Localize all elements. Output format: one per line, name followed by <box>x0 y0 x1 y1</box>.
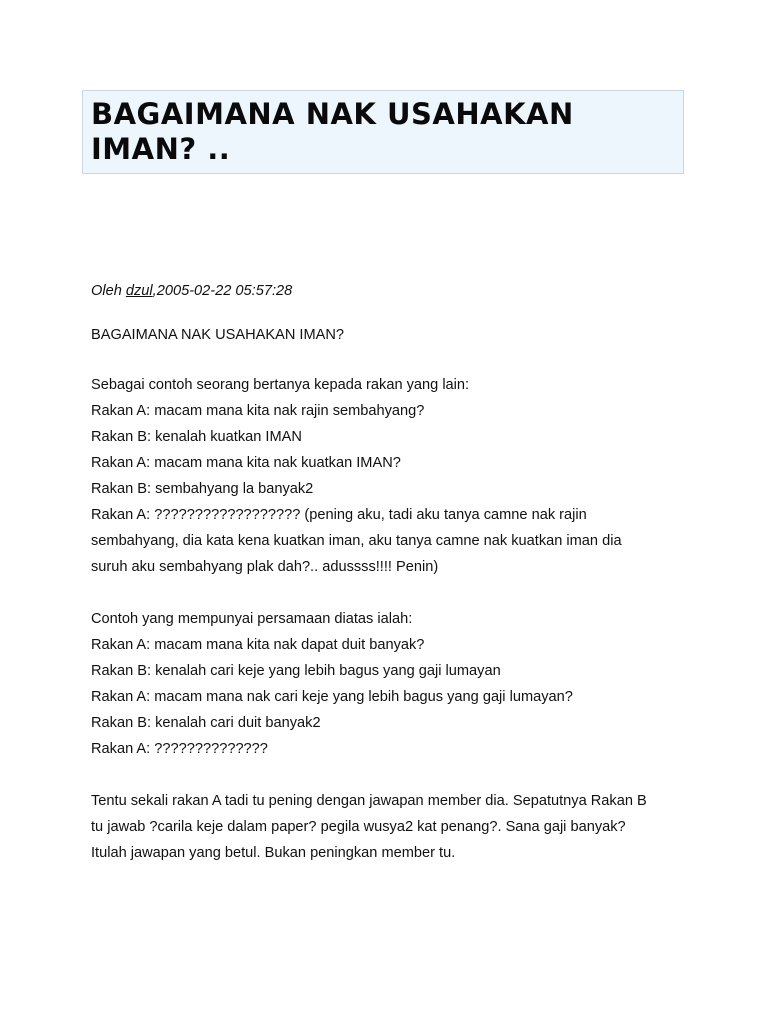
article-subtitle: BAGAIMANA NAK USAHAKAN IMAN? <box>91 327 345 343</box>
text-line: Rakan B: kenalah cari duit banyak2 <box>91 715 321 731</box>
byline <box>91 280 681 302</box>
text-line: Rakan A: macam mana nak cari keje yang lebih bagus yang gaji lumayan? <box>91 689 573 705</box>
text-line: Sebagai contoh seorang bertanya kepada rakan yang lain: <box>91 377 470 393</box>
text-line: Contoh yang mempunyai persamaan diatas ialah: <box>91 611 413 627</box>
title-box <box>82 90 684 174</box>
text-line: Rakan B: sembahyang la banyak2 <box>91 481 314 497</box>
paragraph-2 <box>91 606 681 762</box>
text-line: Rakan A: ?????????????? <box>91 741 268 757</box>
paragraph-1 <box>91 372 681 580</box>
text-line: Rakan B: kenalah cari keje yang lebih bagus yang gaji lumayan <box>91 663 501 679</box>
text-line: Rakan A: macam mana kita nak dapat duit banyak? <box>91 637 425 653</box>
byline-prefix: Oleh <box>91 283 126 299</box>
text-line: Rakan B: kenalah kuatkan IMAN <box>91 429 302 445</box>
author-link[interactable]: dzul <box>125 283 153 299</box>
text-line: Rakan A: macam mana kita nak kuatkan IMAN? <box>91 455 401 471</box>
text-line: Itulah jawapan yang betul. Bukan peningkan member tu. <box>91 845 456 861</box>
timestamp: ,2005-02-22 05:57:28 <box>152 283 293 299</box>
text-line: Rakan A: macam mana kita nak rajin sembahyang? <box>91 403 425 419</box>
article-body <box>91 280 681 866</box>
paragraph-3 <box>91 788 681 866</box>
text-line: Tentu sekali rakan A tadi tu pening dengan jawapan member dia. Sepatutnya Rakan B <box>91 793 647 809</box>
text-line: tu jawab ?carila keje dalam paper? pegila wusya2 kat penang?. Sana gaji banyak? <box>91 819 626 835</box>
text-line: suruh aku sembahyang plak dah?.. adussss!!!! Penin) <box>91 559 439 575</box>
page-title: BAGAIMANA NAK USAHAKAN IMAN? .. <box>91 97 574 166</box>
text-line: sembahyang, dia kata kena kuatkan iman, aku tanya camne nak kuatkan iman dia <box>91 533 622 549</box>
text-line: Rakan A: ?????????????????? (pening aku, tadi aku tanya camne nak rajin <box>91 507 587 523</box>
